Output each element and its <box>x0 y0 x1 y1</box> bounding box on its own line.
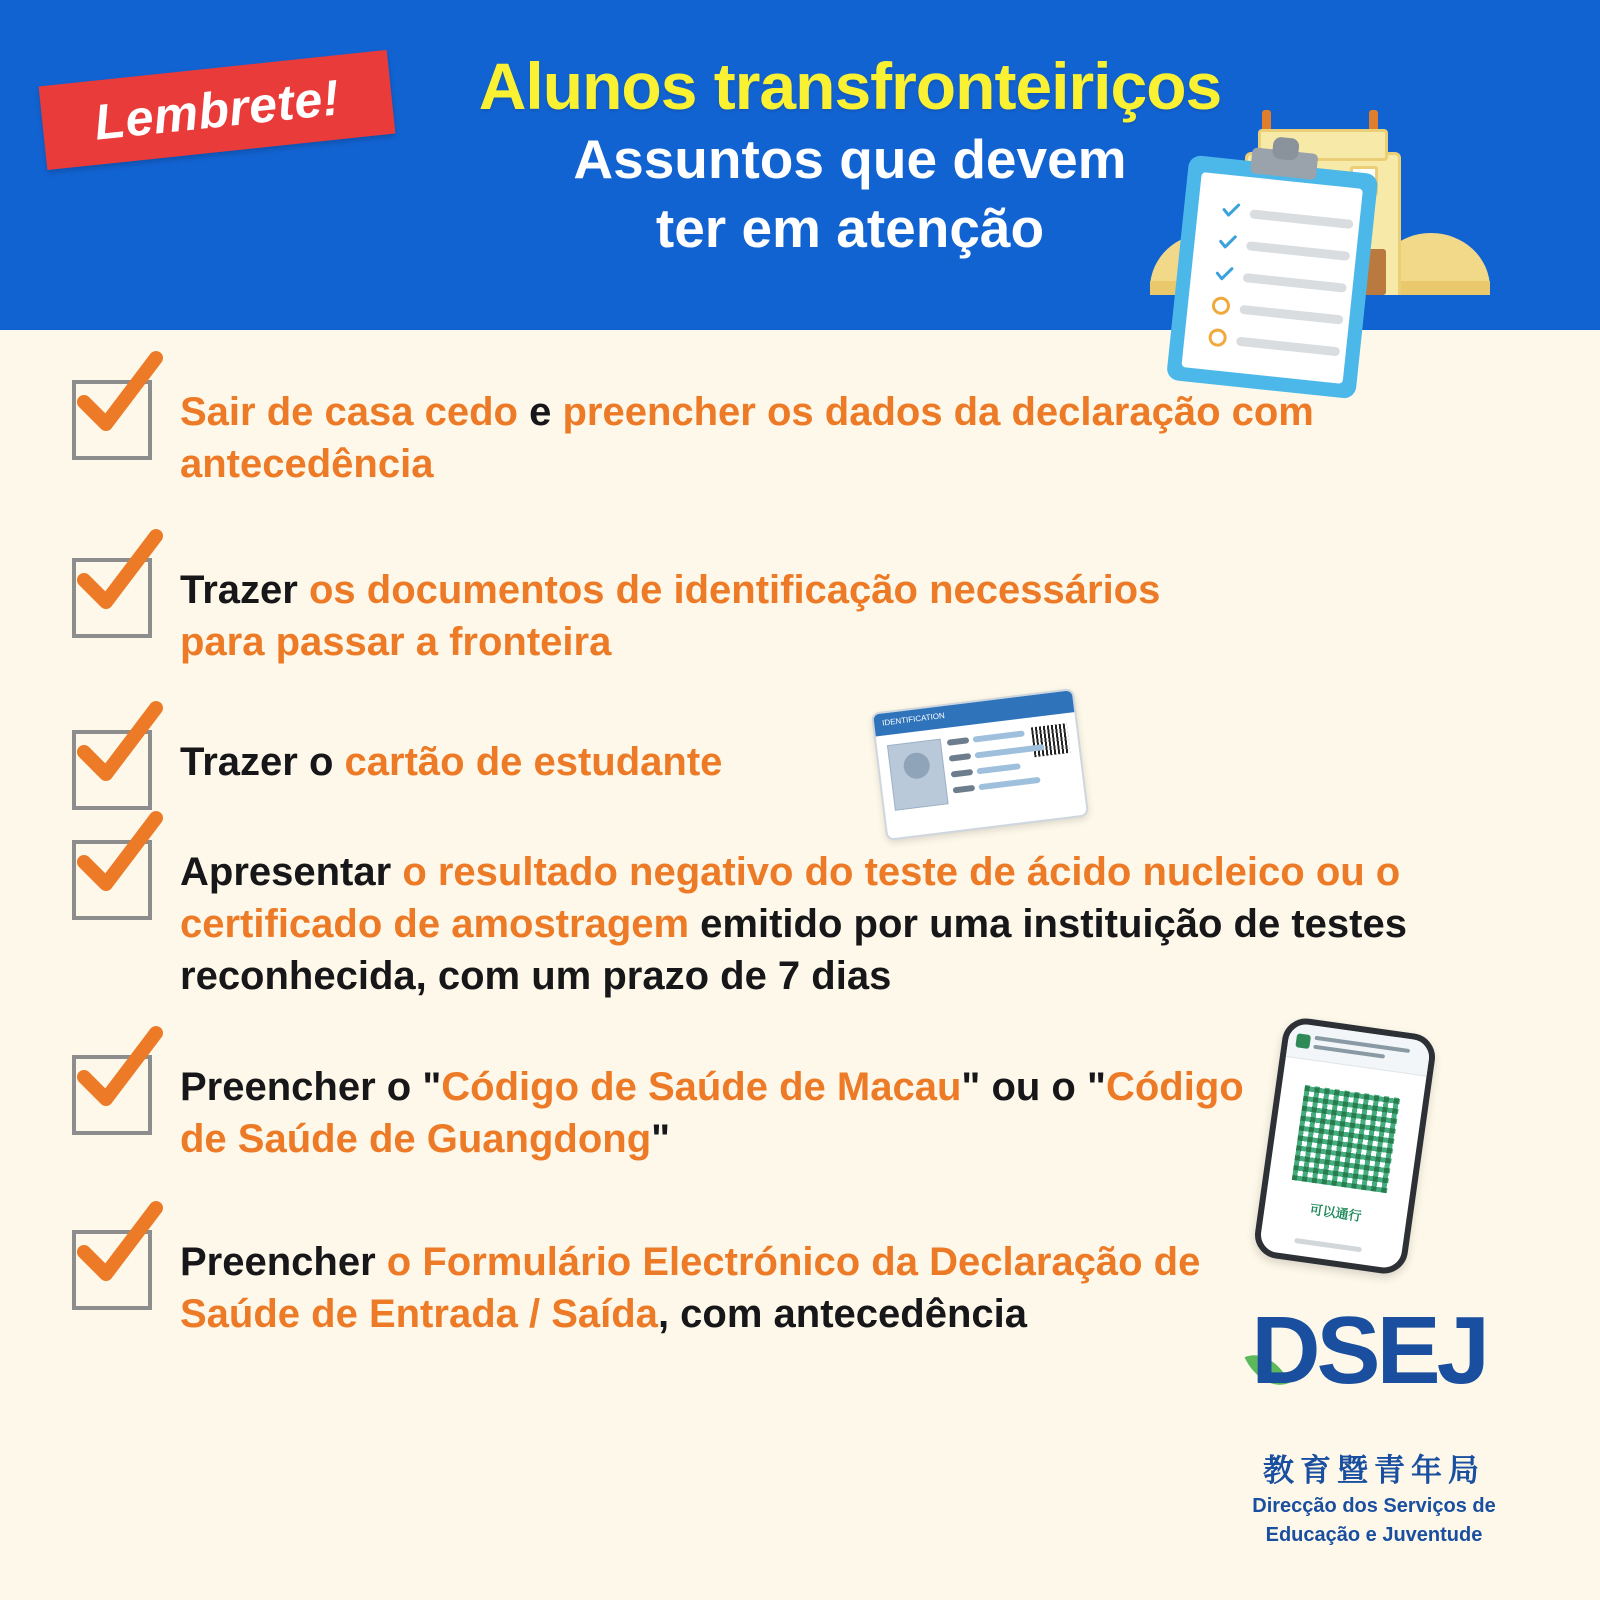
list-item-text-2 <box>180 558 1200 668</box>
list-item-text-1 <box>180 380 1440 490</box>
checkbox-1[interactable] <box>72 380 152 460</box>
reminder-badge <box>39 50 396 170</box>
dsej-logo <box>1244 1297 1504 1548</box>
logo-mark <box>1244 1297 1504 1445</box>
list-item <box>72 840 1470 1002</box>
clipboard-line <box>1246 241 1350 261</box>
id-card-value <box>976 763 1020 774</box>
clipboard-empty-circle-icon <box>1208 328 1228 348</box>
id-card-title: IDENTIFICATION <box>873 690 1074 736</box>
item6-part2: o Formulário Electrónico da Declaração de Saúde de Entrada / Saída <box>180 1240 1201 1336</box>
check-icon <box>72 350 164 442</box>
list-item-text-4 <box>180 840 1470 1002</box>
smartphone-icon <box>1252 1015 1438 1276</box>
barcode-icon <box>1031 723 1070 757</box>
checkbox-6[interactable] <box>72 1230 152 1310</box>
clipboard-line <box>1236 337 1340 357</box>
list-item <box>72 558 1200 668</box>
phone-app-logo-icon <box>1295 1033 1311 1049</box>
item5-part1: Preencher o " <box>180 1065 442 1109</box>
checkbox-5[interactable] <box>72 1055 152 1135</box>
item4-part1: Apresentar <box>180 850 403 894</box>
id-card-value <box>973 730 1025 742</box>
item2-part2: os documentos de identificação necessários para passar a fronteira <box>180 568 1161 664</box>
item2-part1: Trazer <box>180 568 309 612</box>
page-subtitle-line-2: ter em atenção <box>655 197 1045 260</box>
id-card-icon <box>871 688 1089 841</box>
clipboard-knob <box>1272 136 1300 161</box>
clipboard-paper <box>1181 172 1363 384</box>
id-card-value <box>978 777 1040 791</box>
item5-part4: Código de Saúde de Guangdong <box>180 1065 1244 1161</box>
list-item <box>72 380 1440 490</box>
clipboard-check-icon <box>1218 232 1238 252</box>
logo-chinese-name: 教育暨青年局 <box>1263 1453 1485 1488</box>
item5-part2: Código de Saúde de Macau <box>441 1065 962 1109</box>
reminder-badge-label: Lembrete! <box>91 69 343 151</box>
check-icon <box>72 528 164 620</box>
id-card-label <box>947 737 970 746</box>
checkbox-2[interactable] <box>72 558 152 638</box>
clipboard-line <box>1239 305 1343 325</box>
item1-part1: Sair de casa cedo <box>180 390 530 434</box>
list-item-text-3 <box>180 730 722 788</box>
item3-part1: Trazer o <box>180 740 345 784</box>
check-icon <box>72 810 164 902</box>
item5-part3: " ou o " <box>961 1065 1106 1109</box>
clipboard-check-icon <box>1221 200 1241 220</box>
phone-home-indicator <box>1294 1238 1362 1252</box>
qr-code-icon <box>1292 1085 1400 1193</box>
logo-portuguese-line-1: Direcção dos Serviços de <box>1252 1495 1496 1517</box>
clipboard-check-icon <box>1214 264 1234 284</box>
list-item <box>72 1055 1260 1165</box>
item4-part3: emitido por uma instituição de testes reconhecida, com um prazo de 7 dias <box>180 902 1407 998</box>
id-card-label <box>951 769 974 778</box>
item3-part2: cartão de estudante <box>344 740 723 784</box>
item1-part3: preencher os dados da declaração com antecedência <box>180 390 1314 486</box>
list-item-text-6 <box>180 1230 1230 1340</box>
check-icon <box>72 1200 164 1292</box>
list-item <box>72 730 722 810</box>
list-item <box>72 1230 1230 1340</box>
clipboard-empty-circle-icon <box>1211 296 1231 316</box>
check-icon <box>72 1025 164 1117</box>
clipboard-icon <box>1166 141 1380 400</box>
id-card-photo <box>887 739 949 811</box>
checkbox-4[interactable] <box>72 840 152 920</box>
id-card-label <box>949 753 972 762</box>
logo-portuguese-line-2: Educação e Juventude <box>1265 1524 1483 1546</box>
item5-part5: " <box>651 1117 671 1161</box>
item6-part1: Preencher <box>180 1240 387 1284</box>
phone-app-header <box>1286 1022 1431 1076</box>
id-card-label <box>953 785 976 794</box>
clipboard-line <box>1243 273 1347 293</box>
page-title: Alunos transfronteiriços <box>478 49 1222 123</box>
phone-status-text: 可以通行 <box>1308 1201 1363 1224</box>
page-subtitle-line-1: Assuntos que devem <box>573 127 1127 190</box>
list-item-text-5 <box>180 1055 1260 1165</box>
check-icon <box>72 700 164 792</box>
checkbox-3[interactable] <box>72 730 152 810</box>
item6-part3: , com antecedência <box>657 1292 1027 1336</box>
logo-monogram: DSEJ <box>1251 1297 1486 1404</box>
clipboard-line <box>1249 209 1353 229</box>
item4-part2: o resultado negativo do teste de ácido nucleico ou o certificado de amostragem <box>180 850 1401 946</box>
item1-part2: e <box>529 390 563 434</box>
